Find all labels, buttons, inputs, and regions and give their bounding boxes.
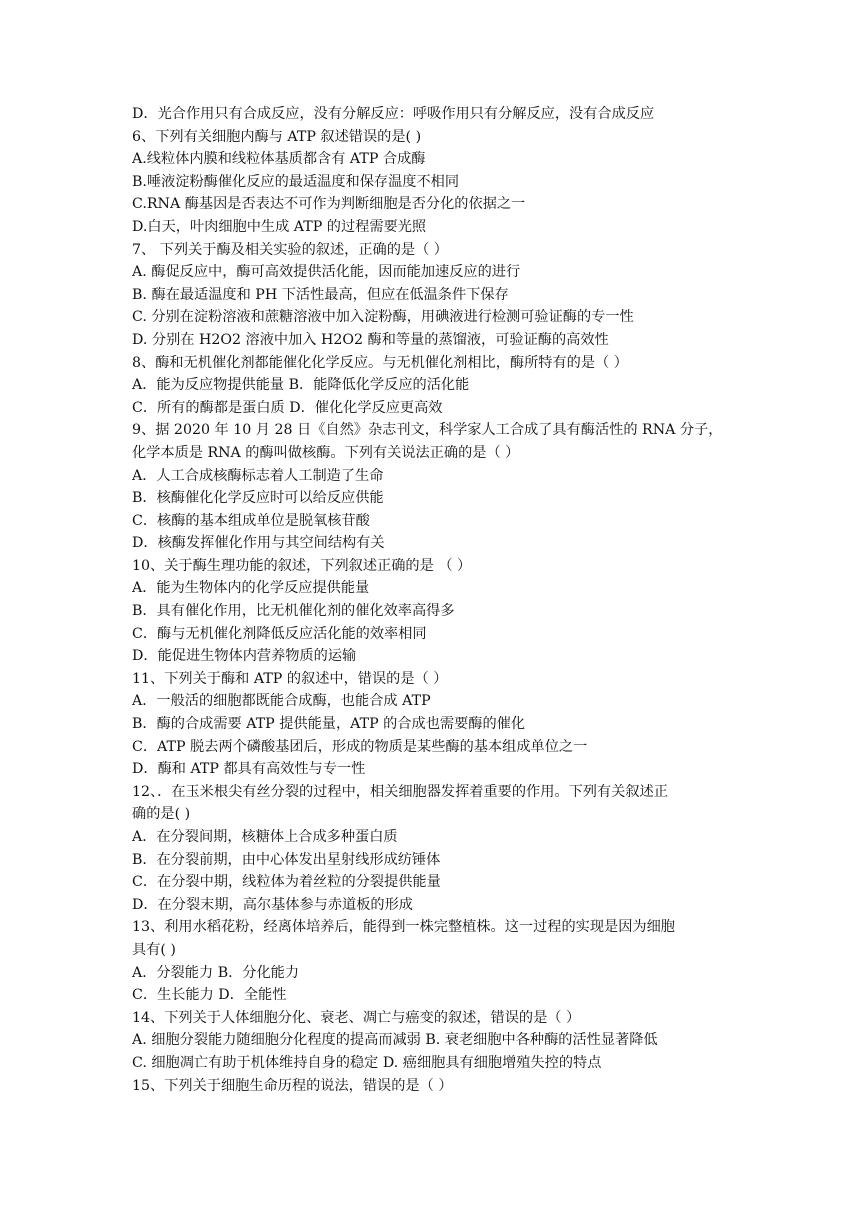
question-14-options-ab: A. 细胞分裂能力随细胞分化程度的提高而减弱 B. 衰老细胞中各种酶的活性显著降低 <box>132 1032 658 1049</box>
question-7-stem: 7、 下列关于酶及相关实验的叙述，正确的是（ ） <box>132 241 448 258</box>
question-11-stem: 11、下列关于酶和 ATP 的叙述中，错误的是（ ） <box>132 670 448 687</box>
question-13-stem-cont: 具有( ) <box>132 941 176 958</box>
question-7-option-a: A. 酶促反应中，酶可高效提供活化能，因而能加速反应的进行 <box>132 264 521 281</box>
question-6-option-b: B.唾液淀粉酶催化反应的最适温度和保存温度不相同 <box>132 173 460 190</box>
question-11-option-a: A．一般活的细胞都既能合成酶，也能合成 ATP <box>132 693 431 710</box>
question-6-stem: 6、下列有关细胞内酶与 ATP 叙述错误的是( ) <box>132 128 422 145</box>
question-10-option-a: A．能为生物体内的化学反应提供能量 <box>132 580 370 597</box>
document-page <box>132 103 732 1097</box>
question-10-option-b: B．具有催化作用，比无机催化剂的催化效率高得多 <box>132 603 455 620</box>
question-6-option-d: D.白天，叶肉细胞中生成 ATP 的过程需要光照 <box>132 218 427 235</box>
text-line: D．光合作用只有合成反应，没有分解反应：呼吸作用只有分解反应，没有合成反应 <box>132 106 655 122</box>
question-9-option-c: C．核酶的基本组成单位是脱氧核苷酸 <box>132 512 370 529</box>
question-12-option-b: B．在分裂前期，由中心体发出星射线形成纺锤体 <box>132 851 441 868</box>
question-12-option-d: D．在分裂末期，高尔基体参与赤道板的形成 <box>132 896 413 913</box>
question-13-stem: 13、利用水稻花粉，经离体培养后，能得到一株完整植株。这一过程的实现是因为细胞 <box>132 919 675 936</box>
question-9-option-a: A．人工合成核酶标志着人工制造了生命 <box>132 467 384 484</box>
question-12-stem: 12、．在玉米根尖有丝分裂的过程中，相关细胞器发挥着重要的作用。下列有关叙述正 <box>132 783 668 800</box>
question-11-option-c: C．ATP 脱去两个磷酸基团后，形成的物质是某些酶的基本组成单位之一 <box>132 738 588 755</box>
question-11-option-d: D．酶和 ATP 都具有高效性与专一性 <box>132 761 366 778</box>
question-12-stem-cont: 确的是( ) <box>132 806 191 823</box>
question-11-option-b: B．酶的合成需要 ATP 提供能量，ATP 的合成也需要酶的催化 <box>132 716 526 733</box>
question-6-option-c: C.RNA 酶基因是否表达不可作为判断细胞是否分化的依据之一 <box>132 196 526 213</box>
question-12-option-c: C．在分裂中期，线粒体为着丝粒的分裂提供能量 <box>132 874 441 891</box>
question-7-option-d: D. 分别在 H2O2 溶液中加入 H2O2 酶和等量的蒸馏液，可验证酶的高效性 <box>132 331 609 348</box>
question-7-option-b: B. 酶在最适温度和 PH 下活性最高，但应在低温条件下保存 <box>132 286 509 303</box>
question-14-options-cd: C. 细胞凋亡有助于机体维持自身的稳定 D. 癌细胞具有细胞增殖失控的特点 <box>132 1054 602 1071</box>
question-6-option-a: A.线粒体内膜和线粒体基质都含有 ATP 合成酶 <box>132 151 426 168</box>
question-10-stem: 10、关于酶生理功能的叙述，下列叙述正确的是 （ ） <box>132 557 472 574</box>
question-12-option-a: A．在分裂间期，核糖体上合成多种蛋白质 <box>132 829 398 845</box>
question-14-stem: 14、下列关于人体细胞分化、衰老、凋亡与癌变的叙述，错误的是（ ） <box>132 1009 581 1026</box>
question-9-stem-cont: 化学本质是 RNA 的酶叫做核酶。下列有关说法正确的是（ ） <box>132 444 520 461</box>
question-13-options-ab: A．分裂能力 B．分化能力 <box>132 964 300 981</box>
question-9-stem: 9、据 2020 年 10 月 28 日《自然》杂志刊文，科学家人工合成了具有酶活性的 RNA 分子， <box>132 422 723 439</box>
question-10-option-c: C．酶与无机催化剂降低反应活化能的效率相同 <box>132 625 427 642</box>
question-13-options-cd: C．生长能力 D．全能性 <box>132 987 287 1004</box>
question-15-stem: 15、下列关于细胞生命历程的说法，错误的是（ ） <box>132 1077 453 1094</box>
question-9-option-b: B．核酶催化化学反应时可以给反应供能 <box>132 490 384 507</box>
question-10-option-d: D．能促进生物体内营养物质的运输 <box>132 648 357 665</box>
question-9-option-d: D．核酶发挥催化作用与其空间结构有关 <box>132 535 385 552</box>
question-8-options-ab: A．能为反应物提供能量 B．能降低化学反应的活化能 <box>132 377 470 394</box>
question-7-option-c: C. 分别在淀粉溶液和蔗糖溶液中加入淀粉酶，用碘液进行检测可验证酶的专一性 <box>132 309 634 326</box>
question-8-options-cd: C．所有的酶都是蛋白质 D．催化化学反应更高效 <box>132 399 443 416</box>
question-8-stem: 8、酶和无机催化剂都能催化化学反应。与无机催化剂相比，酶所特有的是（ ） <box>132 354 628 371</box>
